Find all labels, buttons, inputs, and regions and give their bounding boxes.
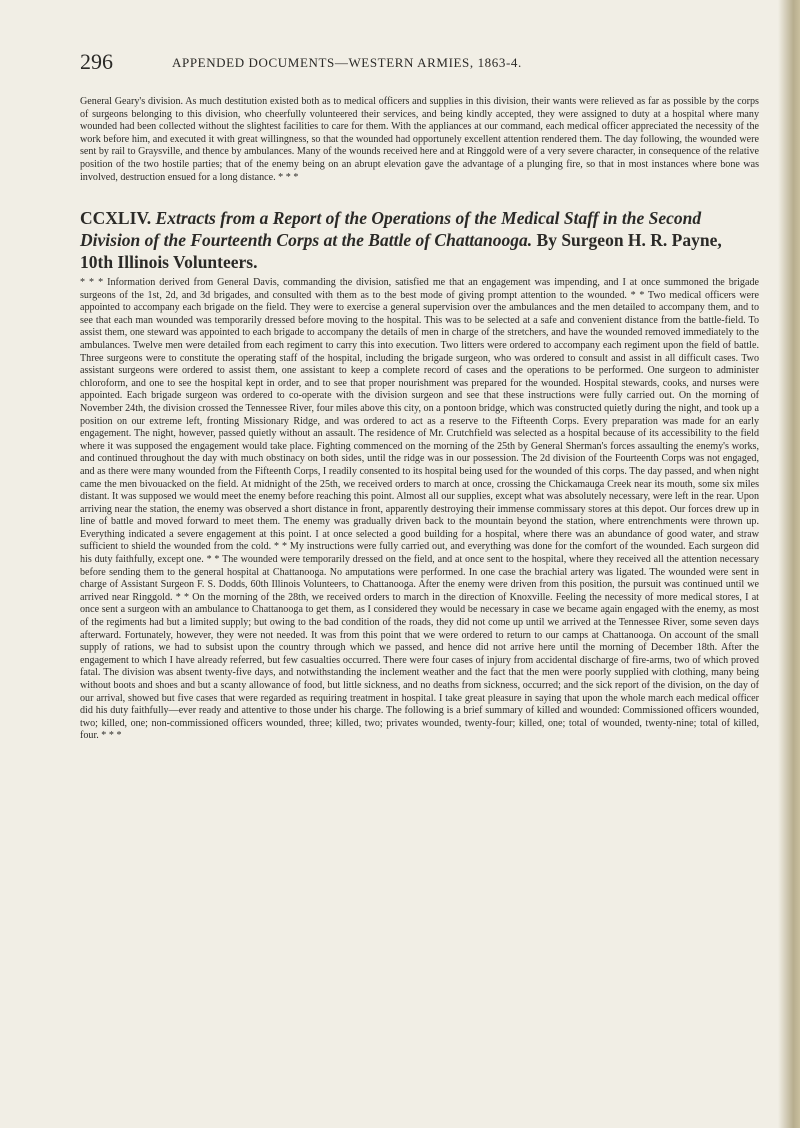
running-head: APPENDED DOCUMENTS—WESTERN ARMIES, 1863-4.	[172, 55, 522, 70]
section-author: By Surgeon H. R. Payne, 10th Illinois Volunteers.	[80, 230, 722, 272]
paragraph-geary-division: General Geary's division. As much destitution existed both as to medical officers and supplies in this division, their wants were relieved as far as possible by the corps of surgeons belonging to this division, who cheerfully volunteered their services, and being kindly accepted, they were assigned to duty at a hospital where many wounded had been collected without the slightest facilities to care for them. With the appliances at our command, each medical officer appreciated the necessity of the work before him, and executed it with great willingness, so that the wounded had opportunely excellent attention rendered them. The day following, the wounded were sent by rail to Graysville, and thence by ambulances. Many of the wounds received here and at Ringgold were of a very severe character, in consequence of the relative position of the two hostile parties; that of the enemy being on an abrupt elevation gave the advantage of a plunging fire, so that in most instances where bone was involved, destruction ensued for a long distance. * * *	[80, 96, 759, 183]
section-number: CCXLIV.	[80, 208, 152, 228]
page-edge-shadow	[778, 0, 800, 1128]
page-header	[80, 50, 760, 74]
section-title: Extracts from a Report of the Operations of the Medical Staff in the Second Division of the Fourteenth Corps at the Battle of Chattanooga.	[80, 208, 702, 250]
paragraph-payne-report: * * * Information derived from General Davis, commanding the division, satisfied me that an engagement was impending, and I at once summoned the brigade surgeons of the 1st, 2d, and 3d brigades, and consulted with them as to the best mode of giving prompt attention to the wounded. * * Two medical officers were appointed to accompany each brigade on the field. They were to exercise a general supervision over the ambulances and the men detailed to accompany them, and to see that each man wounded was temporarily dressed before moving to the hospital. This was to be selected at a safe and convenient distance from the battle-field. To assist them, one steward was appointed to each brigade to accompany the details of men in charge of the stretchers, and have the wounded removed immediately to the ambulances. Twelve men were detailed from each regiment to carry this into execution. Two litters were ordered to accompany each regiment upon the field of battle. Three surgeons were to constitute the operating staff of the hospital, including the brigade surgeon, who was ordered to consult and assist in all difficult cases. Two assistant surgeons were ordered to assist them, one assistant to keep a complete record of cases and the operations to be performed. One surgeon to administer chloroform, and one to see the hospital kept in order, and to see that proper nourishment was prepared for the wounded. Hospital stewards, cooks, and nurses were appointed. Each brigade surgeon was ordered to co-operate with the division surgeon and see that these instructions were fully carried out. On the morning of November 24th, the division crossed the Tennessee River, four miles above this city, on a pontoon bridge, which was constructed quietly during the night, and took up a position on our extreme left, fronting Missionary Ridge, and was ordered to act as a reserve to the Fifteenth Corps. Every preparation was made for an early engagement. The night, however, passed quietly without an assault. The residence of Mr. Crutchfield was selected as a hospital because of its accessibility to the field where it was supposed the engagement would take place. Fighting commenced on the morning of the 25th by General Sherman's forces assaulting the enemy's works, and continued throughout the day with much obstinacy on both sides, until the ridge was in our possession. The 2d division of the Fourteenth Corps was not engaged, and as there were many wounded from the Fifteenth Corps, I readily consented to its hospital being used for the wounded of this corps. The day passed, and when night came the men bivouacked on the field. At midnight of the 25th, we received orders to march at once, crossing the Chickamauga Creek near its mouth, some six miles distant. It was supposed we would meet the enemy before reaching this point. Almost all our supplies, except what was absolutely necessary, were left in the rear. Upon arriving near the station, the enemy was observed a short distance in front, apparently destroying their immense commissary stores at this depot. Our forces drew up in line of battle and moved forward to meet them. The enemy was gradually driven back to the mountain beyond the station, where entrenchments were thrown up. Everything indicated a severe engagement at this point. I at once selected a good building for a hospital, where there was an abundance of good water, and straw sufficient to shield the wounded from the cold. * * My instructions were fully carried out, and everything was done for the comfort of the wounded. Each surgeon did his duty faithfully, except one. * * The wounded were temporarily dressed on the field, and at once sent to the hospital, where they received all the attention necessary before sending them to the general hospital at Chattanooga. No amputations were performed. In one case the brachial artery was ligated. The wounded were sent in charge of Assistant Surgeon F. S. Dodds, 60th Illinois Volunteers, to Chattanooga. After the enemy were driven from this position, the pursuit was continued until we arrived near Ringgold. * * On the morning of the 28th, we received orders to march in the direction of Knoxville. Feeling the necessity of more medical stores, I at once sent a surgeon with an ambulance to Chattanooga to get them, as I considered they would be necessary in case we became again engaged with the enemy, as most of the regiments had but a limited supply; but owing to the bad condition of the roads, they did not come up until we arrived at the Tennessee River, some seven days afterward. Fortunately, however, they were not needed. It was from this point that we were ordered to return to our camps at Chattanooga. On account of the small supply of rations, we had to subsist upon the country through which we passed, and hence did not arrive here until the morning of December 18th. After the engagement to which I have already referred, but few casualties occurred. There were four cases of injury from accidental discharge of fire-arms, two of which proved fatal. The division was absent twenty-five days, and notwithstanding the inclement weather and the fact that the men were poorly supplied with clothing, many being without boots and shoes and but a scanty allowance of food, but little sickness, and no deaths from sickness, occurred; and the sick report of the division, on the day of our arrival, showed but five cases that were regarded as requiring treatment in hospital. I take great pleasure in saying that upon the whole march each medical officer did his duty faithfully—ever ready and attentive to those under his charge. The following is a brief summary of killed and wounded: Commissioned officers wounded, two; killed, one; non-commissioned officers wounded, three; killed, two; privates wounded, twenty-four; killed, one; total of wounded, twenty-nine; total of killed, four. * * *	[80, 277, 759, 742]
page-number: 296	[80, 49, 113, 74]
section-heading	[80, 207, 759, 273]
